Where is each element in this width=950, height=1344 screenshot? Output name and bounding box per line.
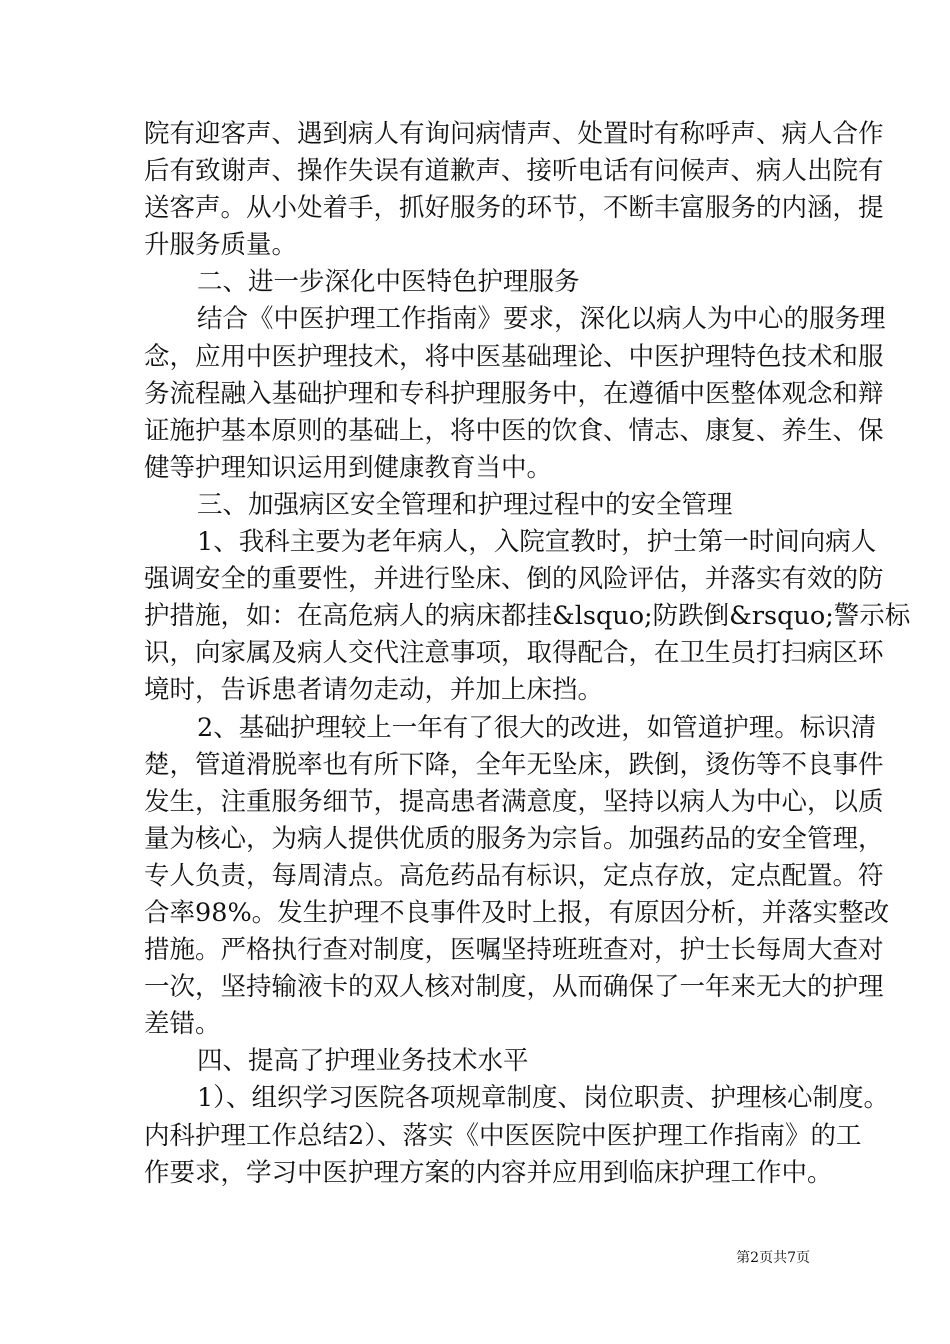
- text-line: 1、我科主要为老年病人，入院宣教时，护士第一时间向病人: [197, 527, 877, 558]
- section-heading: [144, 487, 811, 524]
- text-line: 院有迎客声、遇到病人有询问病情声、处置时有称呼声、病人合作: [144, 119, 884, 149]
- paragraph: [144, 524, 911, 709]
- text-line: 护措施，如：在高危病人的病床都挂&lsquo;防跌倒&rsquo;警示标: [144, 601, 911, 632]
- paragraph: [144, 1080, 889, 1191]
- document-body: [144, 116, 911, 1192]
- text-line: 念，应用中医护理技术，将中医基础理论、中医护理特色技术和服: [144, 341, 884, 372]
- text-line: 1）、组织学习医院各项规章制度、岗位职责、护理核心制度。: [197, 1083, 889, 1114]
- text-line: 健等护理知识运用到健康教育当中。: [144, 452, 553, 483]
- text-line: 送客声。从小处着手，抓好服务的环节，不断丰富服务的内涵，提: [144, 193, 884, 224]
- text-line: 一次，坚持输液卡的双人核对制度，从而确保了一年来无大的护理: [144, 972, 884, 1003]
- text-line: 内科护理工作总结2）、落实《中医医院中医护理工作指南》的工: [144, 1120, 862, 1151]
- text-line: 境时，告诉患者请勿走动，并加上床挡。: [144, 675, 604, 706]
- text-line: 二、进一步深化中医特色护理服务: [197, 267, 580, 298]
- text-line: 发生，注重服务细节，提高患者满意度，坚持以病人为中心，以质: [144, 786, 884, 817]
- section-heading: [144, 264, 811, 301]
- text-line: 差错。: [144, 1009, 221, 1040]
- text-line: 识，向家属及病人交代注意事项，取得配合，在卫生员打扫病区环: [144, 638, 884, 669]
- text-line: 证施护基本原则的基础上，将中医的饮食、情志、康复、养生、保: [144, 415, 884, 446]
- text-line: 措施。严格执行查对制度，医嘱坚持班班查对，护士长每周大查对: [144, 935, 884, 966]
- text-line: 三、加强病区安全管理和护理过程中的安全管理: [197, 489, 733, 520]
- paragraph: [144, 301, 886, 486]
- text-line: 楚，管道滑脱率也有所下降，全年无坠床，跌倒，烫伤等不良事件: [144, 749, 884, 780]
- text-line: 后有致谢声、操作失误有道歉声、接听电话有问候声、病人出院有: [144, 156, 884, 187]
- paragraph: [144, 710, 890, 1044]
- text-line: 2、基础护理较上一年有了很大的改进，如管道护理。标识清: [197, 712, 877, 743]
- text-line: 四、提高了护理业务技术水平: [197, 1046, 529, 1077]
- text-line: 务流程融入基础护理和专科护理服务中，在遵循中医整体观念和辩: [144, 378, 884, 409]
- text-line: 强调安全的重要性，并进行坠床、倒的风险评估，并落实有效的防: [144, 564, 884, 595]
- text-line: 升服务质量。: [144, 230, 298, 261]
- text-line: 量为核心，为病人提供优质的服务为宗旨。加强药品的安全管理，: [144, 823, 884, 854]
- text-line: 作要求，学习中医护理方案的内容并应用到临床护理工作中。: [144, 1157, 833, 1188]
- text-line: 结合《中医护理工作指南》要求，深化以病人为中心的服务理: [197, 304, 886, 335]
- page-number: 第2页共7页: [736, 1250, 810, 1266]
- section-heading: [144, 1043, 811, 1080]
- paragraph: [144, 116, 884, 264]
- text-line: 合率98%。发生护理不良事件及时上报，有原因分析，并落实整改: [144, 897, 890, 928]
- text-line: 专人负责，每周清点。高危药品有标识，定点存放，定点配置。符: [144, 860, 884, 891]
